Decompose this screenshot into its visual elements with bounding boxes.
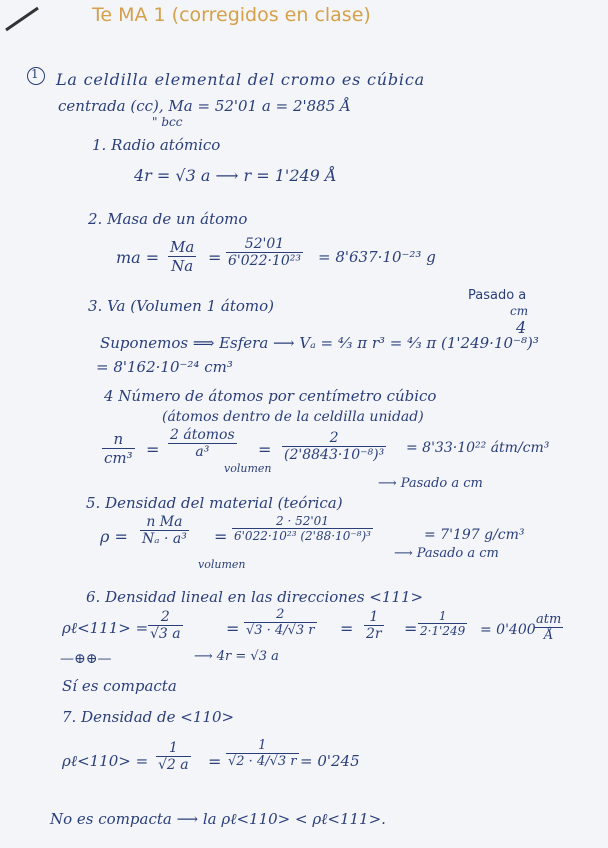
section-4-volumen-note: volumen — [224, 462, 272, 475]
frac-denominator: √3 · 4/√3 r — [246, 623, 315, 638]
section-2-frac-values — [226, 236, 303, 269]
frac-denominator: 6'022·10²³ (2'88·10⁻⁸)³ — [234, 529, 371, 543]
section-6-marks: —⊕⊕— — [60, 651, 112, 667]
frac-numerator: 52'01 — [226, 236, 303, 253]
section-3-note-cm: cm — [510, 304, 529, 318]
frac-numerator: 2 · 52'01 — [232, 514, 373, 529]
frac-denominator: (2'8843·10⁻⁸)³ — [284, 447, 385, 463]
page-title: Te MA 1 (corregidos en clase) — [92, 4, 371, 26]
section-7-result: = 0'245 — [300, 752, 360, 770]
frac-denominator: √2 · 4/√3 r — [228, 754, 297, 769]
section-5-heading: 5. Densidad del material (teórica) — [86, 494, 343, 512]
section-4-eq: = — [146, 440, 160, 459]
section-6-frac-2 — [244, 607, 317, 638]
section-3-note-four: 4 — [516, 318, 527, 337]
section-4-frac-n-cm3 — [102, 430, 135, 467]
frac-numerator: 1 — [156, 740, 191, 757]
section-6-eq2: = — [340, 619, 354, 638]
section-2-result: = 8'637·10⁻²³ g — [318, 248, 436, 266]
section-7-lhs: ρℓ<110> = — [62, 752, 149, 770]
frac-numerator: n — [102, 430, 135, 449]
section-6-eq1: = — [226, 619, 240, 638]
section-4-subheading: (átomos dentro de la celdilla unidad) — [162, 409, 424, 425]
section-2-frac-ma-na — [168, 238, 196, 275]
section-7-conclusion: No es compacta ⟶ la ρℓ<110> < ρℓ<111>. — [50, 810, 386, 828]
section-6-frac-1 — [148, 609, 183, 642]
frac-numerator: 2 — [244, 607, 317, 623]
section-4-frac-atoms-a3 — [168, 427, 237, 460]
section-3-heading: 3. Va (Volumen 1 átomo) — [88, 297, 274, 315]
frac-denominator: 6'022·10²³ — [228, 253, 301, 269]
section-1-formula: 4r = √3 a ⟶ r = 1'249 Å — [134, 166, 337, 185]
problem-number: 1 — [31, 67, 39, 81]
section-5-pasado-note: ⟶ Pasado a cm — [394, 546, 499, 561]
section-1-heading: 1. Radio atómico — [92, 136, 221, 154]
section-7-frac-1 — [156, 740, 191, 773]
frac-numerator: 1 — [226, 738, 299, 754]
frac-denominator: √2 a — [158, 757, 189, 773]
section-5-eq: = — [214, 527, 228, 546]
frac-numerator: 1 — [418, 609, 467, 624]
section-5-result: = 7'197 g/cm³ — [424, 527, 525, 543]
section-5-frac-formula — [140, 514, 189, 547]
problem-statement-line2: centrada (cc), Ma = 52'01 a = 2'885 Å — [58, 97, 351, 115]
frac-denominator: 2r — [366, 626, 382, 642]
section-5-frac-values — [232, 514, 373, 543]
section-6-heading: 6. Densidad lineal en las direcciones <111> — [86, 588, 424, 606]
section-6-eq3: = — [404, 619, 418, 638]
section-6-lhs: ρℓ<111> = — [62, 619, 149, 637]
section-6-frac-3 — [364, 609, 384, 642]
bcc-note: " bcc — [152, 115, 183, 129]
unit-numerator: atm — [536, 612, 562, 627]
frac-numerator: 2 — [148, 609, 183, 626]
section-4-heading: 4 Número de átomos por centímetro cúbico — [104, 387, 437, 405]
section-7-frac-2 — [226, 738, 299, 769]
frac-numerator: 1 — [364, 609, 384, 626]
section-7-heading: 7. Densidad de <110> — [62, 708, 235, 726]
section-3-line1: Suponemos ⟹ Esfera ⟶ Vₐ = ⁴⁄₃ π r³ = ⁴⁄₃ π (1'249·10⁻⁸)³ — [100, 334, 539, 352]
section-5-lhs: ρ = — [100, 527, 128, 546]
section-6-result: = 0'400 — [480, 622, 536, 638]
section-4-eq2: = — [258, 440, 272, 459]
frac-numerator: 2 átomos — [170, 427, 235, 443]
section-4-result: = 8'33·10²² átm/cm³ — [406, 440, 550, 456]
section-5-volumen-note: volumen — [198, 558, 246, 571]
frac-denominator: √3 a — [150, 626, 181, 642]
section-3-line2: = 8'162·10⁻²⁴ cm³ — [96, 358, 233, 376]
unit-denominator: Å — [543, 628, 554, 643]
frac-denominator: Na — [171, 257, 194, 275]
section-3-note-pasado: Pasado a — [468, 288, 527, 303]
frac-denominator: cm³ — [104, 449, 133, 467]
section-6-note: ⟶ 4r = √3 a — [194, 649, 279, 664]
frac-denominator: 2·1'249 — [420, 624, 466, 638]
section-2-heading: 2. Masa de un átomo — [88, 210, 248, 228]
section-6-unit — [534, 612, 563, 643]
section-6-frac-4 — [418, 609, 467, 638]
frac-numerator: 2 — [282, 430, 386, 447]
section-7-eq1: = — [208, 752, 222, 771]
frac-numerator: Ma — [170, 238, 195, 256]
frac-numerator: n Ma — [140, 514, 189, 531]
section-2-eq: = — [208, 248, 222, 267]
frac-denominator: a³ — [195, 444, 210, 460]
section-4-pasado-note: ⟶ Pasado a cm — [378, 476, 483, 491]
pen-stroke-mark — [2, 4, 42, 34]
section-6-conclusion: Sí es compacta — [62, 677, 177, 695]
problem-statement-line1: La celdilla elemental del cromo es cúbica — [56, 70, 425, 89]
frac-denominator: Nₐ · a³ — [142, 531, 187, 547]
section-4-frac-values — [282, 430, 386, 463]
section-2-lhs: ma = — [116, 248, 160, 267]
